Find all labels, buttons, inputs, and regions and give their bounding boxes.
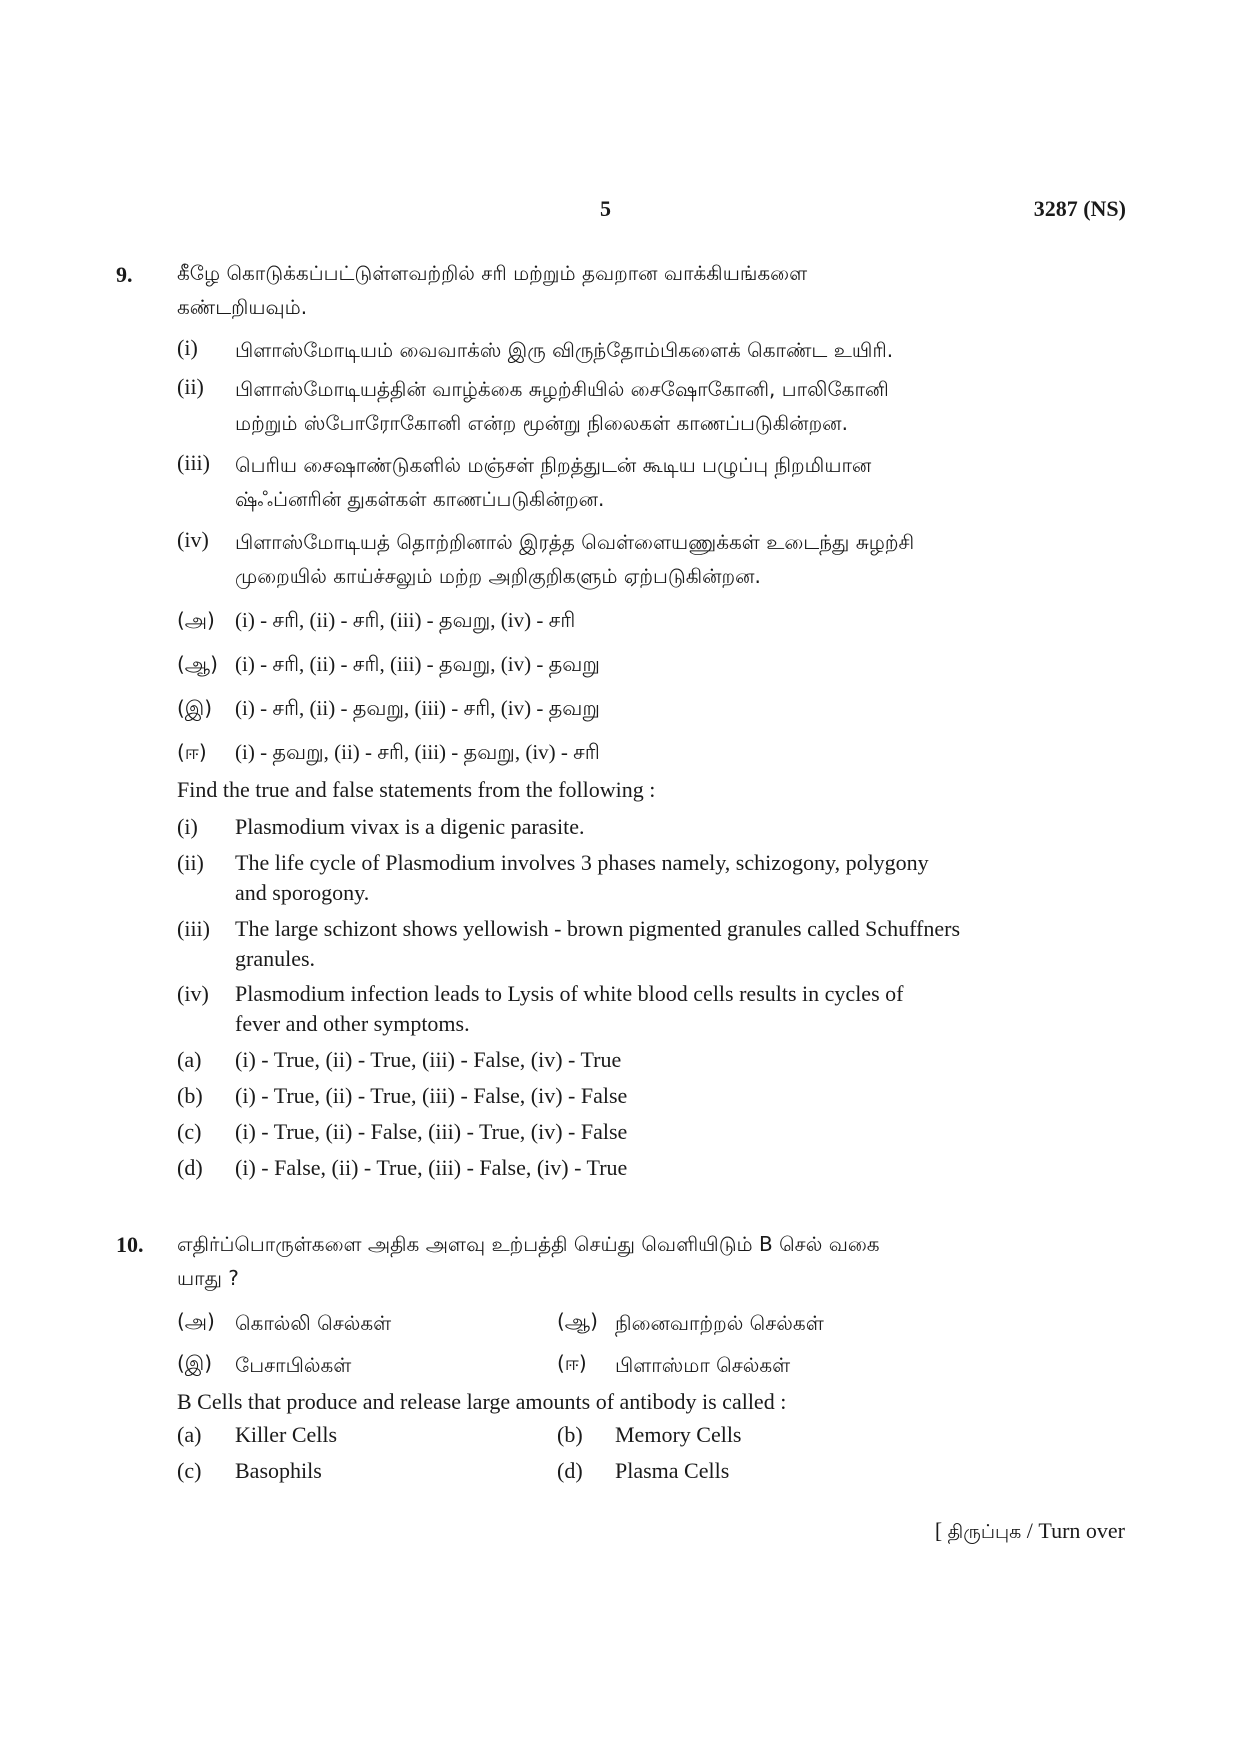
statement-label: (iii) [177, 450, 210, 475]
option-text: Basophils [235, 1458, 322, 1483]
q10-english-option [177, 1456, 557, 1486]
option-label: (இ) [177, 696, 213, 720]
q10-english-options-row [177, 1420, 937, 1450]
option-text: (i) - சரி, (ii) - சரி, (iii) - தவறு, (iv) - தவறு [235, 652, 600, 676]
q9-tamil-statement [177, 525, 1057, 593]
q10-tamil-option [177, 1348, 557, 1382]
statement-label: (i) [177, 814, 198, 839]
option-label: (c) [177, 1119, 202, 1144]
option-label: (b) [177, 1083, 203, 1108]
option-label: (d) [177, 1155, 203, 1180]
statement-line1: பிளாஸ்மோடியத்தின் வாழ்க்கை சுழற்சியில் சைஷோகோனி, பாலிகோனி [235, 377, 889, 401]
statement-text [235, 848, 1057, 908]
option-label: (d) [557, 1458, 583, 1483]
q9-tamil-option [177, 737, 600, 769]
option-text: நினைவாற்றல் செல்கள் [615, 1311, 824, 1335]
statement-line1: Plasmodium infection leads to Lysis of white blood cells results in cycles of [235, 981, 904, 1006]
option-label: (ஈ) [557, 1351, 587, 1375]
turn-over-tamil: திருப்புக [947, 1521, 1022, 1543]
option-text: Memory Cells [615, 1422, 742, 1447]
statement-text [235, 525, 1057, 593]
statement-line2: மற்றும் ஸ்போரோகோனி என்ற மூன்று நிலைகள் காணப்படுகின்றன. [235, 411, 848, 435]
q10-english-option [557, 1456, 937, 1486]
statement-label: (iii) [177, 916, 210, 941]
q9-english-statement [177, 979, 1057, 1039]
q9-tamil-stem-line2: கண்டறியவும். [177, 295, 308, 319]
statement-line2: முறையில் காய்ச்சலும் மற்ற அறிகுறிகளும் ஏற்படுகின்றன. [235, 564, 761, 588]
option-label: (ஈ) [177, 740, 207, 764]
option-label: (a) [177, 1422, 202, 1447]
q10-english-option [557, 1420, 937, 1450]
q10-tamil-options-row [177, 1306, 937, 1340]
option-text: Killer Cells [235, 1422, 338, 1447]
turn-over-english: Turn over [1038, 1518, 1125, 1543]
option-label: (a) [177, 1047, 202, 1072]
q9-tamil-statement [177, 333, 1057, 367]
statement-line1: The life cycle of Plasmodium involves 3 phases namely, schizogony, polygony [235, 850, 929, 875]
option-label: (c) [177, 1458, 202, 1483]
statement-text: Plasmodium vivax is a digenic parasite. [235, 814, 585, 839]
statement-label: (ii) [177, 374, 204, 399]
statement-label: (iv) [177, 981, 209, 1006]
q10-tamil-option [557, 1306, 937, 1340]
option-text: Plasma Cells [615, 1458, 730, 1483]
statement-line1: பிளாஸ்மோடியத் தொற்றினால் இரத்த வெள்ளையணுக்கள் உடைந்து சுழற்சி [235, 530, 915, 554]
statement-line1: பெரிய சைஷாண்டுகளில் மஞ்சள் நிறத்துடன் கூடிய பழுப்பு நிறமியான [235, 453, 872, 477]
turn-over-note [935, 1518, 1125, 1546]
q9-english-stem: Find the true and false statements from the following : [177, 777, 656, 802]
statement-text [235, 372, 1057, 440]
statement-line1: The large schizont shows yellowish - brown pigmented granules called Schuffners [235, 916, 961, 941]
option-label: (இ) [177, 1351, 213, 1375]
q9-tamil-stem-line1: கீழே கொடுக்கப்பட்டுள்ளவற்றில் சரி மற்றும் தவறான வாக்கியங்களை [177, 261, 808, 285]
option-text: பிளாஸ்மா செல்கள் [615, 1353, 791, 1377]
q9-english-statement [177, 812, 1057, 842]
q9-english-statement [177, 848, 1057, 908]
statement-label: (ii) [177, 850, 204, 875]
option-text: (i) - False, (ii) - True, (iii) - False, (iv) - True [235, 1155, 628, 1180]
q9-english-option [177, 1081, 1057, 1111]
q9-tamil-option [177, 649, 600, 681]
q10-tamil-option [557, 1348, 937, 1382]
q9-tamil-option [177, 605, 575, 637]
option-label: (அ) [177, 608, 215, 632]
question-10-number: 10. [116, 1232, 144, 1257]
option-label: (அ) [177, 1309, 215, 1333]
q9-english-option [177, 1045, 1057, 1075]
q10-tamil-option [177, 1306, 557, 1340]
option-text: கொல்லி செல்கள் [235, 1311, 392, 1335]
statement-line2: granules. [235, 946, 316, 971]
statement-text [235, 448, 1057, 516]
option-label: (ஆ) [557, 1309, 598, 1333]
q9-tamil-statement [177, 372, 1057, 440]
q9-english-option [177, 1117, 1057, 1147]
statement-text [235, 914, 1057, 974]
option-label: (ஆ) [177, 652, 218, 676]
option-text: (i) - True, (ii) - True, (iii) - False, (iv) - False [235, 1083, 628, 1108]
statement-text [235, 979, 1057, 1039]
page-number: 5 [600, 196, 611, 221]
statement-text: பிளாஸ்மோடியம் வைவாக்ஸ் இரு விருந்தோம்பிகளைக் கொண்ட உயிரி. [235, 338, 894, 362]
question-9-number: 9. [116, 262, 133, 287]
statement-label: (i) [177, 335, 198, 360]
statement-line2: fever and other symptoms. [235, 1011, 470, 1036]
q10-english-option [177, 1420, 557, 1450]
q9-english-option [177, 1153, 1057, 1183]
q10-tamil-stem-line2: யாது ? [177, 1266, 239, 1290]
option-text: (i) - சரி, (ii) - தவறு, (iii) - சரி, (iv) - தவறு [235, 696, 600, 720]
option-text: (i) - தவறு, (ii) - சரி, (iii) - தவறு, (iv) - சரி [235, 740, 600, 764]
statement-line2: and sporogony. [235, 880, 370, 905]
paper-code: 3287 (NS) [1033, 196, 1126, 221]
q10-english-options-row [177, 1456, 937, 1486]
statement-line2: ஷ்ஃப்னரின் துகள்கள் காணப்படுகின்றன. [235, 487, 605, 511]
q9-tamil-statement [177, 448, 1057, 516]
q10-english-stem: B Cells that produce and release large amounts of antibody is called : [177, 1389, 787, 1414]
q9-tamil-option [177, 693, 600, 725]
q10-tamil-options-row [177, 1348, 937, 1382]
q10-tamil-stem-line1: எதிர்ப்பொருள்களை அதிக அளவு உற்பத்தி செய்து வெளியிடும் B செல் வகை [177, 1232, 880, 1256]
turn-over-bracket: [ [934, 1518, 943, 1543]
option-text: (i) - சரி, (ii) - சரி, (iii) - தவறு, (iv) - சரி [235, 608, 576, 632]
statement-label: (iv) [177, 527, 209, 552]
option-text: பேசாபில்கள் [235, 1353, 352, 1377]
option-text: (i) - True, (ii) - True, (iii) - False, (iv) - True [235, 1047, 622, 1072]
turn-over-separator: / [1026, 1518, 1033, 1543]
option-label: (b) [557, 1422, 583, 1447]
option-text: (i) - True, (ii) - False, (iii) - True, (iv) - False [235, 1119, 628, 1144]
q9-english-statement [177, 914, 1057, 974]
